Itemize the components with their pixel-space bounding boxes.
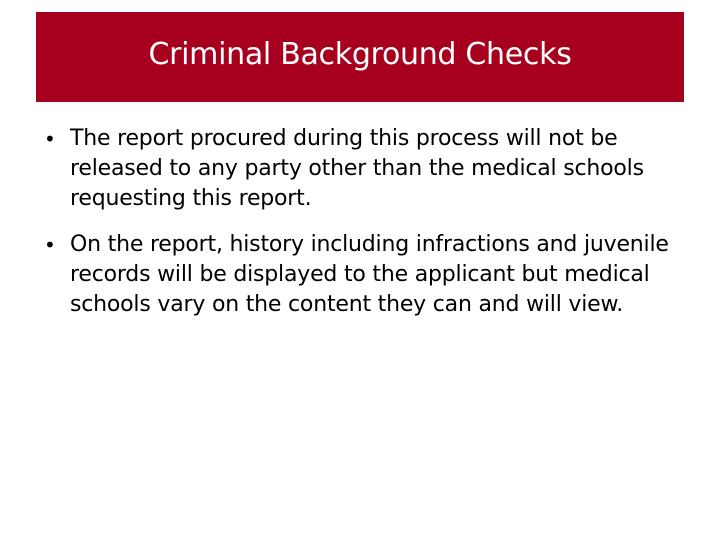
bullet-item bbox=[44, 230, 694, 320]
title-bar bbox=[36, 12, 684, 102]
bullet-marker: • bbox=[44, 233, 56, 257]
bullet-list bbox=[44, 124, 694, 320]
slide-title: Criminal Background Checks bbox=[148, 36, 572, 72]
bullet-text: On the report, history including infractions and juvenile records will be displayed to the applicant but medical schools vary on the content they can and will view. bbox=[70, 232, 669, 317]
bullet-item bbox=[44, 124, 694, 214]
bullet-text: The report procured during this process will not be released to any party other than the medical schools requesting this report. bbox=[70, 126, 644, 211]
slide-body bbox=[44, 124, 694, 336]
bullet-marker: • bbox=[44, 127, 56, 151]
